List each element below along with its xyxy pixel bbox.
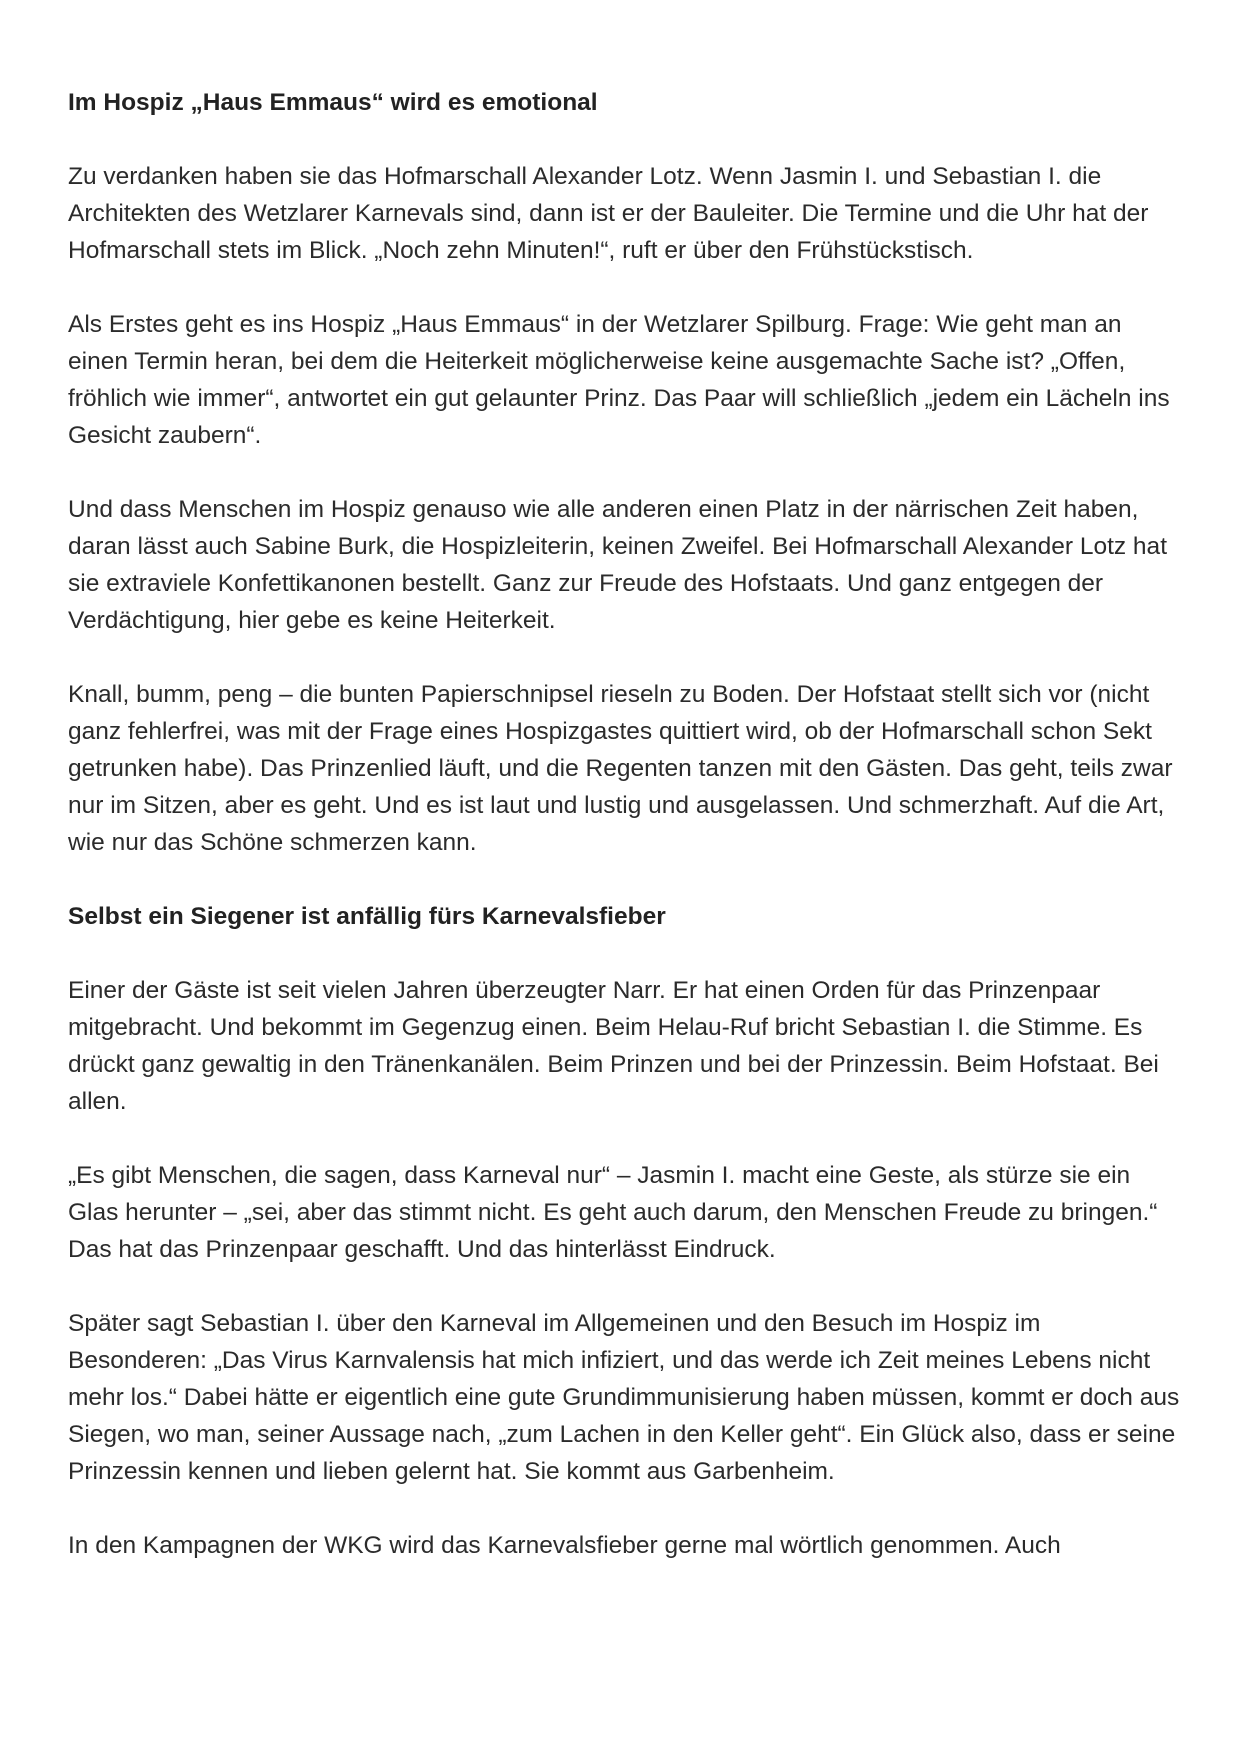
paragraph: „Es gibt Menschen, die sagen, dass Karneval nur“ – Jasmin I. macht eine Geste, als stürze sie ein Glas herunter – „sei, aber das stimmt nicht. Es geht auch darum, den Menschen Freude zu bringen.“ Das hat das Prinzenpaar geschafft. Und das hinterlässt Eindruck. <box>68 1162 1158 1263</box>
document-page <box>68 84 1180 1564</box>
paragraph: In den Kampagnen der WKG wird das Karnevalsfieber gerne mal wörtlich genommen. Auch <box>68 1532 1061 1559</box>
paragraph: Als Erstes geht es ins Hospiz „Haus Emmaus“ in der Wetzlarer Spilburg. Frage: Wie geht man an einen Termin heran, bei dem die Heiterkeit möglicherweise keine ausgemachte Sache ist? „Offen, fröhlich wie immer“, antwortet ein gut gelaunter Prinz. Das Paar will schließlich „jedem ein Lächeln ins Gesicht zaubern“. <box>68 311 1170 449</box>
paragraph: Knall, bumm, peng – die bunten Papierschnipsel rieseln zu Boden. Der Hofstaat stellt sich vor (nicht ganz fehlerfrei, was mit der Frage eines Hospizgastes quittiert wird, ob der Hofmarschall schon Sekt getrunken habe). Das Prinzenlied läuft, und die Regenten tanzen mit den Gästen. Das geht, teils zwar nur im Sitzen, aber es geht. Und es ist laut und lustig und ausgelassen. Und schmerzhaft. Auf die Art, wie nur das Schöne schmerzen kann. <box>68 681 1173 856</box>
section-heading-siegener: Selbst ein Siegener ist anfällig fürs Karnevalsfieber <box>68 903 666 930</box>
paragraph: Einer der Gäste ist seit vielen Jahren überzeugter Narr. Er hat einen Orden für das Prinzenpaar mitgebracht. Und bekommt im Gegenzug einen. Beim Helau-Ruf bricht Sebastian I. die Stimme. Es drückt ganz gewaltig in den Tränenkanälen. Beim Prinzen und bei der Prinzessin. Beim Hofstaat. Bei allen. <box>68 977 1159 1115</box>
section-heading-hospiz: Im Hospiz „Haus Emmaus“ wird es emotional <box>68 89 598 116</box>
paragraph: Später sagt Sebastian I. über den Karneval im Allgemeinen und den Besuch im Hospiz im Besonderen: „Das Virus Karnvalensis hat mich infiziert, und das werde ich Zeit meines Lebens nicht mehr los.“ Dabei hätte er eigentlich eine gute Grundimmunisierung haben müssen, kommt er doch aus Siegen, wo man, seiner Aussage nach, „zum Lachen in den Keller geht“. Ein Glück also, dass er seine Prinzessin kennen und lieben gelernt hat. Sie kommt aus Garbenheim. <box>68 1310 1180 1485</box>
paragraph: Und dass Menschen im Hospiz genauso wie alle anderen einen Platz in der närrischen Zeit haben, daran lässt auch Sabine Burk, die Hospizleiterin, keinen Zweifel. Bei Hofmarschall Alexander Lotz hat sie extraviele Konfettikanonen bestellt. Ganz zur Freude des Hofstaats. Und ganz entgegen der Verdächtigung, hier gebe es keine Heiterkeit. <box>68 496 1167 634</box>
paragraph: Zu verdanken haben sie das Hofmarschall Alexander Lotz. Wenn Jasmin I. und Sebastian I. die Architekten des Wetzlarer Karnevals sind, dann ist er der Bauleiter. Die Termine und die Uhr hat der Hofmarschall stets im Blick. „Noch zehn Minuten!“, ruft er über den Frühstückstisch. <box>68 163 1149 264</box>
